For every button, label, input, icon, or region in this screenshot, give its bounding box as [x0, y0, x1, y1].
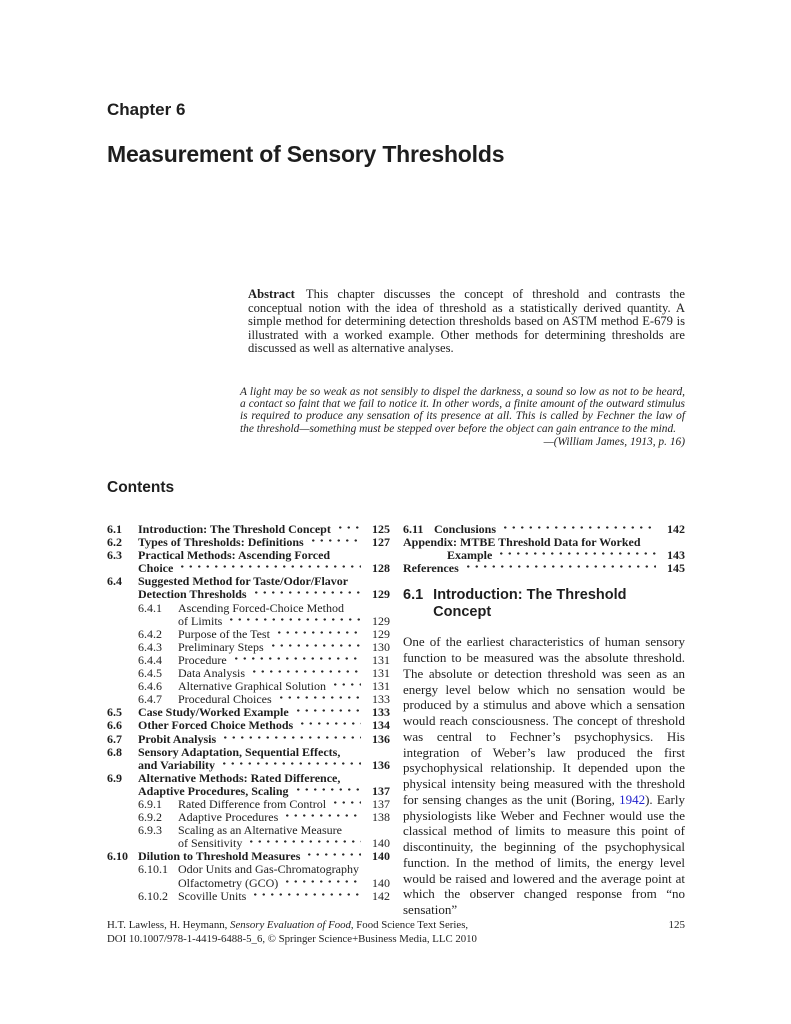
toc-page-number: 129: [372, 613, 390, 628]
dot-leader: [251, 891, 361, 900]
footer: [107, 919, 685, 946]
dot-leader: [283, 878, 361, 887]
toc-entry-number: 6.4.7: [138, 692, 162, 707]
toc-row: [107, 772, 390, 785]
toc-entry-title: Choice: [138, 561, 174, 576]
toc-page-number: 133: [372, 705, 390, 720]
toc-page-number: 138: [372, 810, 390, 825]
toc-entry-number: 6.4.3: [138, 639, 162, 654]
dot-leader: [331, 681, 361, 690]
toc-row: [138, 588, 390, 601]
toc-entry-number: 6.11: [403, 522, 424, 536]
toc-page-number: 145: [667, 561, 685, 576]
toc-row: [178, 877, 390, 890]
toc-row: [138, 890, 390, 903]
toc-entry-number: 6.9.2: [138, 810, 162, 825]
abstract-text: This chapter discusses the concept of threshold and contrasts the conceptual notion with the idea of threshold as a statistically derived quantity. A simple method for determining detection thresholds based on ASTM method E-679 is illustrated with a worked example. Other methods for determining thresholds are discussed as well as alternative analyses.: [248, 287, 685, 356]
toc-entry-number: 6.4: [107, 574, 122, 589]
toc-row: [107, 746, 390, 759]
toc-entry-title: Alternative Graphical Solution: [178, 679, 326, 694]
toc-page-number: 136: [372, 757, 390, 772]
toc-page-number: 125: [372, 522, 390, 536]
section-title: Introduction: The Threshold Concept: [433, 587, 627, 621]
toc-row: [403, 536, 685, 549]
toc-entry-title: Preliminary Steps: [178, 639, 264, 654]
toc-entry-title: Adaptive Procedures: [178, 810, 279, 825]
toc-entry-number: 6.1: [107, 522, 122, 536]
toc-entry-title: Detection Thresholds: [138, 587, 247, 602]
dot-leader: [220, 760, 361, 769]
toc-page-number: 131: [372, 652, 390, 667]
toc-page-number: 133: [372, 692, 390, 707]
toc-entry-number: 6.10: [107, 849, 128, 864]
toc-row: [138, 759, 390, 772]
toc-page-number: 142: [667, 522, 685, 536]
toc-entry-title: Suggested Method for Taste/Odor/Flavor: [138, 574, 349, 589]
dot-leader: [331, 799, 361, 808]
dot-leader: [252, 589, 361, 598]
toc-page-number: 142: [372, 888, 390, 903]
toc-page-number: 127: [372, 535, 390, 550]
toc-page-number: 128: [372, 561, 390, 576]
dot-leader: [294, 707, 361, 716]
dot-leader: [221, 734, 361, 743]
toc-entry-number: 6.10.2: [138, 888, 168, 903]
toc-entry-title: of Sensitivity: [178, 836, 243, 851]
footer-citation: [107, 919, 477, 946]
toc-row: [138, 628, 390, 641]
dot-leader: [232, 655, 361, 664]
epigraph: [240, 386, 685, 448]
dot-leader: [298, 720, 361, 729]
body-paragraph: [403, 634, 685, 918]
toc-entry-number: 6.4.5: [138, 666, 162, 681]
dot-leader: [497, 550, 656, 559]
footer-series: , Food Science Text Series,: [350, 919, 469, 931]
toc-entry-title: Odor Units and Gas-Chromatography: [178, 862, 359, 877]
dot-leader: [501, 524, 656, 533]
toc-entry-title: Olfactometry (GCO): [178, 875, 279, 890]
toc-page-number: 129: [372, 587, 390, 602]
toc-entry-title: Practical Methods: Ascending Forced: [138, 548, 331, 563]
dot-leader: [250, 668, 361, 677]
toc-entry-number: 6.4.6: [138, 679, 162, 694]
toc-entry-number: 6.2: [107, 535, 122, 550]
toc-entry-title: Other Forced Choice Methods: [138, 718, 294, 733]
toc-entry-title: Sensory Adaptation, Sequential Effects,: [138, 744, 341, 759]
section-number: 6.1: [403, 587, 424, 604]
toc-row: [138, 824, 390, 837]
toc-row: [107, 719, 390, 732]
toc-row: [138, 602, 390, 615]
toc-page-number: 129: [372, 626, 390, 641]
toc-left-column: [107, 523, 390, 903]
toc-page-number: 131: [372, 666, 390, 681]
toc-entry-title: Data Analysis: [178, 666, 245, 681]
toc-row: [447, 549, 685, 562]
body-text-after-link: ). Early physiologists like Weber and Fechner would use the classical method of limits to measure this point of discontinuity, the beginning of the psychophysical function. In the method of limits, the energy level would be raised and lowered and the average point at which the observer changed response from “no sensation”: [403, 791, 685, 918]
toc-entry-number: 6.4.1: [138, 600, 162, 615]
toc-entry-title: Rated Difference from Control: [178, 796, 327, 811]
toc-entry-number: 6.9.3: [138, 823, 162, 838]
toc-right-column: [403, 523, 685, 918]
toc-entry-title: Scaling as an Alternative Measure: [178, 823, 342, 838]
chapter-label: Chapter 6: [107, 100, 186, 119]
toc-entry-title: Appendix: MTBE Threshold Data for Worked: [403, 535, 641, 550]
toc-entry-number: 6.4.2: [138, 626, 162, 641]
toc-entry-title: Probit Analysis: [138, 731, 217, 746]
toc-entry-title: Types of Thresholds: Definitions: [138, 535, 304, 550]
toc-entry-title: Introduction: The Threshold Concept: [138, 522, 331, 536]
dot-leader: [309, 537, 361, 546]
dot-leader: [336, 524, 361, 533]
dot-leader: [275, 629, 361, 638]
epigraph-attribution: —(William James, 1913, p. 16): [543, 435, 685, 448]
toc-entry-title: Dilution to Threshold Measures: [138, 849, 301, 864]
toc-row: [107, 733, 390, 746]
toc-entry-title: Example: [447, 548, 493, 563]
toc-row: [178, 615, 390, 628]
footer-book-title: Sensory Evaluation of Food: [230, 919, 351, 931]
toc-entry-title: Case Study/Worked Example: [138, 705, 289, 720]
toc-page-number: 131: [372, 679, 390, 694]
dot-leader: [294, 786, 361, 795]
toc-entry-title: Scoville Units: [178, 888, 247, 903]
toc-row: [138, 654, 390, 667]
section-heading: [403, 587, 685, 621]
dot-leader: [227, 616, 361, 625]
toc-page-number: 130: [372, 639, 390, 654]
toc-page-number: 134: [372, 718, 390, 733]
toc-entry-title: Procedural Choices: [178, 692, 272, 707]
toc-row: [138, 863, 390, 876]
toc-entry-title: and Variability: [138, 757, 216, 772]
toc-entry-number: 6.6: [107, 718, 122, 733]
toc-entry-title: of Limits: [178, 613, 223, 628]
footer-doi: DOI 10.1007/978-1-4419-6488-5_6, © Springer Science+Business Media, LLC 2010: [107, 932, 477, 945]
toc-entry-title: References: [403, 561, 459, 576]
toc-row: [403, 562, 685, 575]
abstract-label: Abstract: [248, 287, 295, 301]
toc-page-number: 137: [372, 783, 390, 798]
page-number: 125: [668, 919, 685, 931]
page-title: Measurement of Sensory Thresholds: [107, 141, 505, 167]
body-text-before-link: One of the earliest characteristics of human sensory function to be measured was the absolute threshold. The absolute or detection threshold was seen as an energy level below which no sensation would be produced by a stimulus and above which a sensation would reach consciousness. The concept of threshold was central to Fechner’s psychophysics. His integration of Weber’s law produced the first psychophysical relationship. It depended upon the physical intensity being measured with the threshold for sensing changes as the unit (Boring,: [403, 634, 685, 807]
contents-heading: Contents: [107, 479, 175, 496]
toc-entry-title: Alternative Methods: Rated Difference,: [138, 770, 341, 785]
toc-entry-number: 6.9.1: [138, 796, 162, 811]
toc-entry-number: 6.4.4: [138, 652, 162, 667]
dot-leader: [178, 563, 361, 572]
toc-entry-number: 6.3: [107, 548, 122, 563]
toc-page-number: 140: [372, 875, 390, 890]
toc-row: [138, 785, 390, 798]
dot-leader: [277, 694, 361, 703]
toc-entry-title: Ascending Forced-Choice Method: [178, 600, 344, 615]
toc-entry-number: 6.8: [107, 744, 122, 759]
dot-leader: [247, 838, 361, 847]
dot-leader: [283, 812, 361, 821]
toc-entry-number: 6.9: [107, 770, 122, 785]
toc-page-number: 140: [372, 849, 390, 864]
toc-page-number: 143: [667, 548, 685, 563]
citation-link[interactable]: 1942: [619, 791, 646, 807]
toc-entry-title: Procedure: [178, 652, 227, 667]
toc-entry-number: 6.10.1: [138, 862, 168, 877]
toc-entry-number: 6.7: [107, 731, 122, 746]
toc-page-number: 140: [372, 836, 390, 851]
epigraph-text: A light may be so weak as not sensibly to dispel the darkness, a sound so low as not to be heard, a contact so faint that we fail to notice it. In other words, a finite amount of the outward stimulus is required to produce any sensation of its presence at all. This is called by Fechner the law of the threshold—something must be stepped over before the object can gain entrance to the mind.: [240, 386, 685, 435]
toc-row: [138, 641, 390, 654]
footer-authors: H.T. Lawless, H. Heymann,: [107, 919, 231, 931]
toc-entry-number: 6.5: [107, 705, 122, 720]
abstract-paragraph: [248, 288, 685, 356]
toc-entry-title: Conclusions: [434, 522, 497, 536]
toc-entry-title: Purpose of the Test: [178, 626, 270, 641]
toc-page-number: 136: [372, 731, 390, 746]
dot-leader: [269, 642, 361, 651]
toc-entry-title: Adaptive Procedures, Scaling: [138, 783, 289, 798]
toc-page-number: 137: [372, 796, 390, 811]
dot-leader: [464, 563, 656, 572]
dot-leader: [305, 851, 361, 860]
